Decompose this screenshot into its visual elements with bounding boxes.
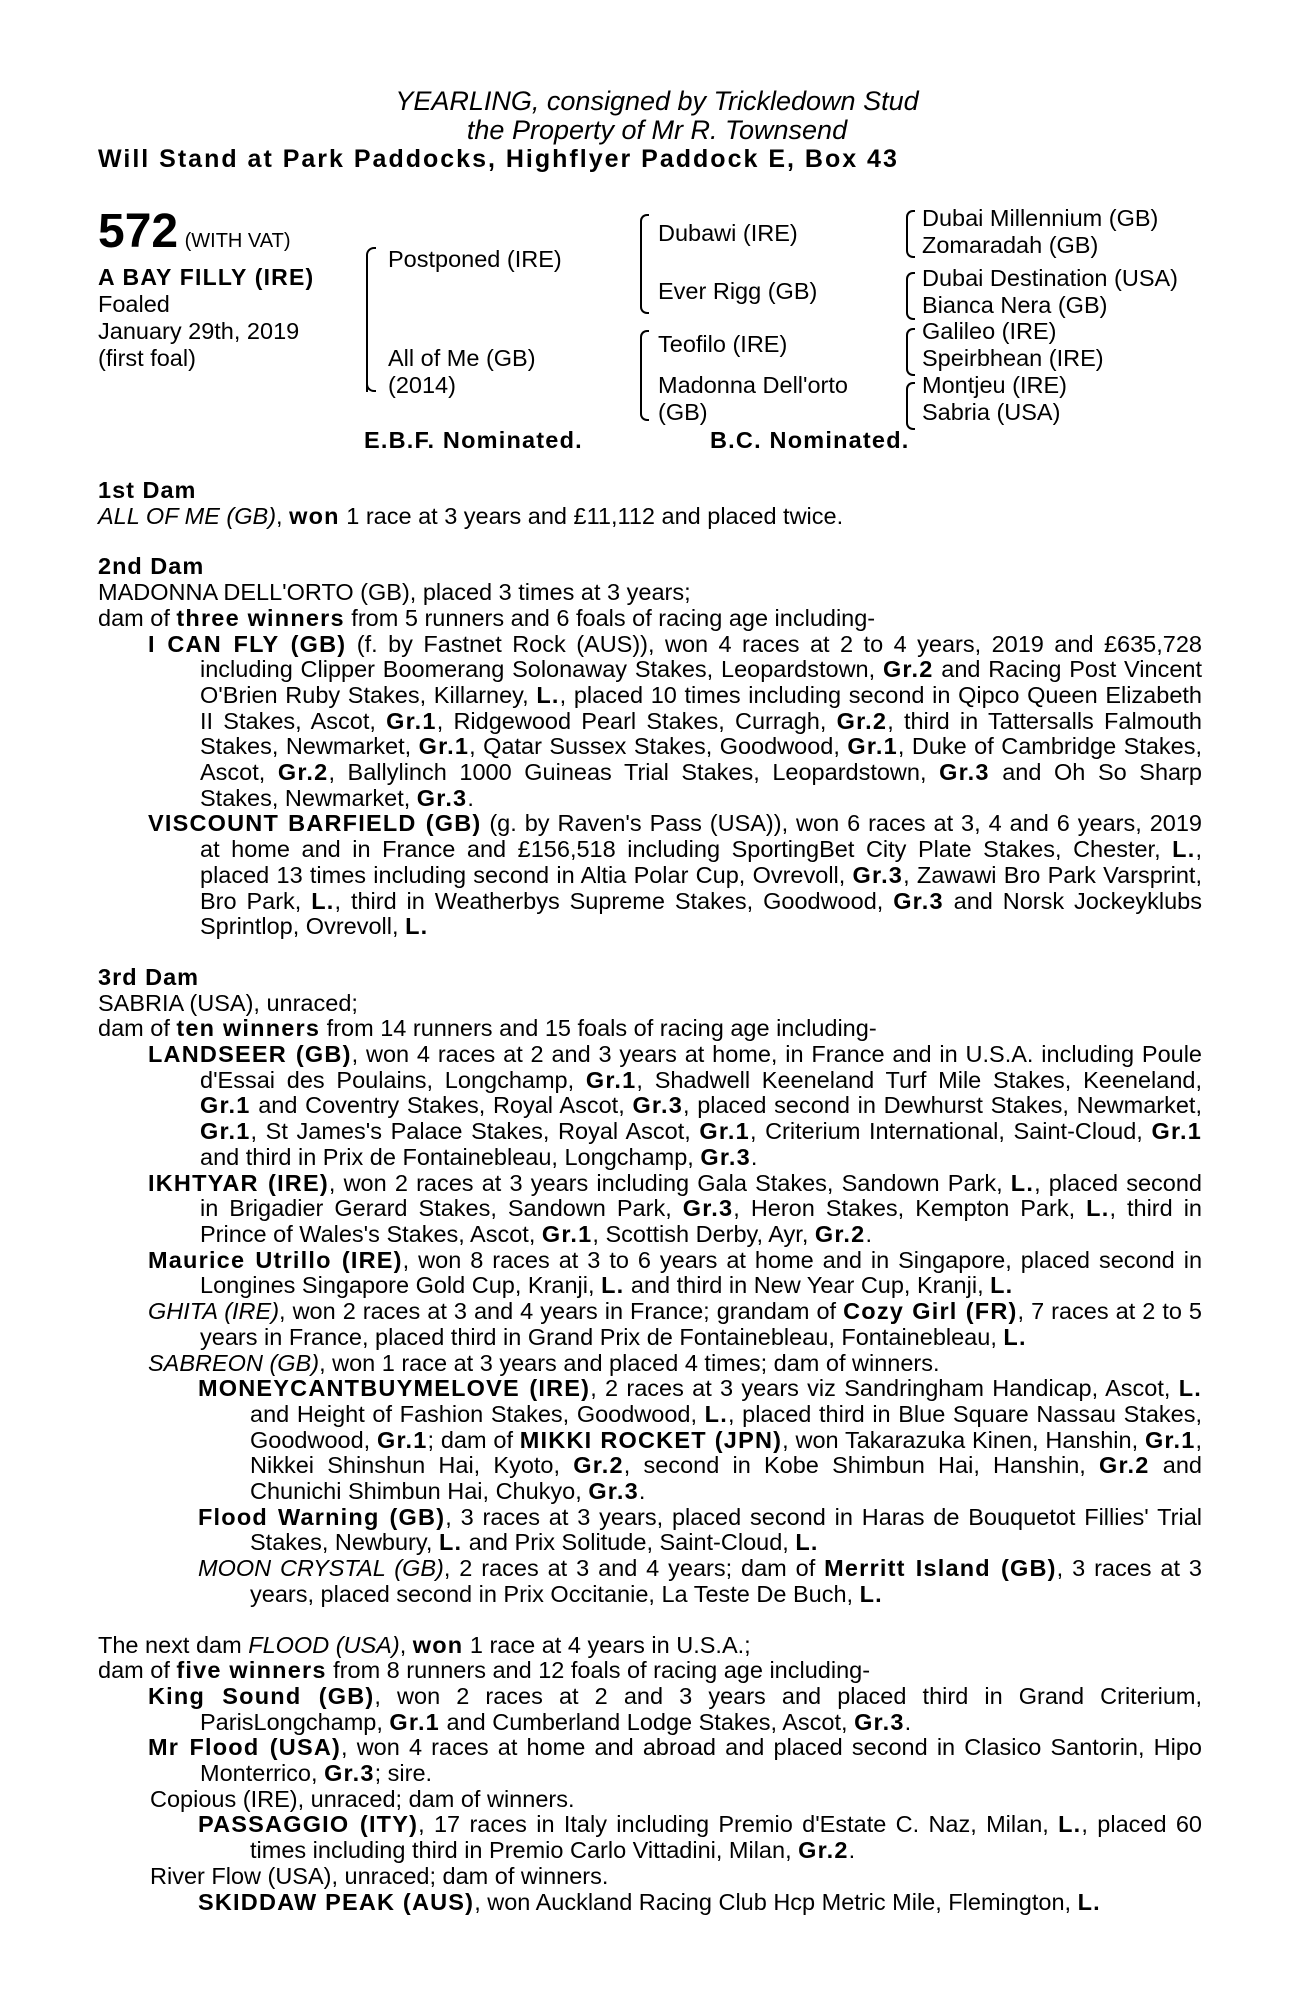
bc-nominated: B.C. Nominated. bbox=[710, 427, 910, 453]
first-dam-text: ALL OF ME (GB), won 1 race at 3 years and £11,112 and placed twice. bbox=[98, 502, 844, 529]
g-brace-3 bbox=[906, 328, 915, 376]
dam-dam-country: (GB) bbox=[658, 399, 708, 425]
next-dam-line2: dam of five winners from 8 runners and 12 foals of racing age including- bbox=[98, 1657, 871, 1684]
dam-year: (2014) bbox=[388, 372, 456, 398]
lot-number bbox=[98, 204, 291, 259]
second-dam-section bbox=[98, 554, 1202, 940]
dam-name: All of Me (GB) bbox=[388, 345, 536, 371]
next-dam-section bbox=[98, 1633, 1202, 1916]
progeny-entry: LANDSEER (GB), won 4 races at 2 and 3 years at home, in France and in U.S.A. including Poule d'Essai des Poulains, Longchamp, Gr.1, Shadwell Keeneland Turf Mile Stakes, Keeneland, Gr.1 and Coventry Stakes, Royal Ascot, Gr.3, placed second in Dewhurst Stakes, Newmarket, Gr.1, St James's Palace Stakes, Royal Ascot, Gr.1, Criterium International, Saint-Cloud, Gr.1 and third in Prix de Fontainebleau, Longchamp, Gr.3. bbox=[148, 1041, 1202, 1170]
catalogue-body bbox=[98, 478, 1202, 1915]
gsire-1: Dubai Millennium (GB) bbox=[922, 205, 1159, 231]
foaled-label: Foaled bbox=[98, 291, 170, 317]
gsire-4: Montjeu (IRE) bbox=[922, 372, 1067, 398]
second-dam-line1: MADONNA DELL'ORTO (GB), placed 3 times at 3 years; bbox=[98, 579, 691, 606]
vat-note: (WITH VAT) bbox=[184, 230, 291, 252]
grand-progeny-entry: PASSAGGIO (ITY), 17 races in Italy including Premio d'Estate C. Naz, Milan, L., placed 60 times including third in Premio Carlo Vittadini, Milan, Gr.2. bbox=[198, 1811, 1202, 1864]
third-dam-line2: dam of ten winners from 14 runners and 15 foals of racing age including- bbox=[98, 1015, 877, 1042]
dam-sire: Teofilo (IRE) bbox=[658, 331, 788, 357]
second-dam-line2: dam of three winners from 5 runners and 6 foals of racing age including- bbox=[98, 604, 876, 631]
header-property: the Property of Mr R. Townsend bbox=[466, 115, 848, 145]
g-brace-2 bbox=[906, 272, 915, 320]
pedigree-brace-main-bottom bbox=[366, 330, 376, 392]
sire-brace bbox=[640, 214, 649, 314]
progeny-entry: IKHTYAR (IRE), won 2 races at 3 years including Gala Stakes, Sandown Park, L., placed second in Brigadier Gerard Stakes, Sandown Park, Gr.3, Heron Stakes, Kempton Park, L., third in Prince of Wales's Stakes, Ascot, Gr.1, Scottish Derby, Ayr, Gr.2. bbox=[148, 1169, 1202, 1247]
progeny-entry: SABREON (GB), won 1 race at 3 years and placed 4 times; dam of winners. bbox=[148, 1349, 940, 1376]
progeny-entry: River Flow (USA), unraced; dam of winners. bbox=[150, 1862, 609, 1889]
third-dam-heading: 3rd Dam bbox=[98, 963, 200, 990]
ebf-nominated: E.B.F. Nominated. bbox=[364, 427, 583, 453]
third-dam-section bbox=[98, 965, 1202, 1608]
grand-progeny-entry: Flood Warning (GB), 3 races at 3 years, placed second in Haras de Bouquetot Fillies' Trial Stakes, Newbury, L. and Prix Solitude, Saint-Cloud, L. bbox=[198, 1503, 1202, 1556]
gdam-1: Zomaradah (GB) bbox=[922, 232, 1099, 258]
sire-name: Postponed (IRE) bbox=[388, 246, 562, 272]
lot-number-value: 572 bbox=[98, 205, 179, 258]
gdam-4: Sabria (USA) bbox=[922, 399, 1061, 425]
first-dam-heading: 1st Dam bbox=[98, 477, 197, 503]
progeny-entry: GHITA (IRE), won 2 races at 3 and 4 years in France; grandam of Cozy Girl (FR), 7 races at 2 to 5 years in France, placed third in Grand Prix de Fontainebleau, Fontainebleau, L. bbox=[148, 1298, 1203, 1350]
second-dam-heading: 2nd Dam bbox=[98, 553, 205, 580]
grand-progeny-entry: MOON CRYSTAL (GB), 2 races at 3 and 4 years; dam of Merritt Island (GB), 3 races at 3 years, placed second in Prix Occitanie, La Teste De Buch, L. bbox=[198, 1555, 1202, 1607]
gsire-2: Dubai Destination (USA) bbox=[922, 265, 1178, 291]
next-dam-line1: The next dam FLOOD (USA), won 1 race at 4 years in U.S.A.; bbox=[98, 1631, 751, 1658]
first-foal-note: (first foal) bbox=[98, 345, 196, 371]
sire-dam: Ever Rigg (GB) bbox=[658, 278, 818, 304]
horse-name: A BAY FILLY (IRE) bbox=[98, 264, 315, 290]
progeny-entry: Maurice Utrillo (IRE), won 8 races at 3 to 6 years at home and in Singapore, placed second in Longines Singapore Gold Cup, Kranji, L. and third in New Year Cup, Kranji, L. bbox=[148, 1246, 1203, 1299]
third-dam-line1: SABRIA (USA), unraced; bbox=[98, 989, 358, 1016]
progeny-entry: King Sound (GB), won 2 races at 2 and 3 years and placed third in Grand Criterium, ParisLongchamp, Gr.1 and Cumberland Lodge Stakes, Ascot, Gr.3. bbox=[148, 1682, 1202, 1735]
gdam-2: Bianca Nera (GB) bbox=[922, 292, 1108, 318]
gdam-3: Speirbhean (IRE) bbox=[922, 345, 1104, 371]
progeny-entry: I CAN FLY (GB) (f. by Fastnet Rock (AUS)), won 4 races at 2 to 4 years, 2019 and £635,728 including Clipper Boomerang Solonaway Stakes, Leopardstown, Gr.2 and Racing Post Vincent O'Brien Ruby Stakes, Killarney, L., placed 10 times including second in Qipco Queen Elizabeth II Stakes, Ascot, Gr.1, Ridgewood Pearl Stakes, Curragh, Gr.2, third in Tattersalls Falmouth Stakes, Newmarket, Gr.1, Qatar Sussex Stakes, Goodwood, Gr.1, Duke of Cambridge Stakes, Ascot, Gr.2, Ballylinch 1000 Guineas Trial Stakes, Leopardstown, Gr.3 and Oh So Sharp Stakes, Newmarket, Gr.3. bbox=[148, 630, 1202, 811]
header-location: Will Stand at Park Paddocks, Highflyer Paddock E, Box 43 bbox=[98, 145, 899, 173]
first-dam-section bbox=[98, 478, 1202, 529]
sire-sire: Dubawi (IRE) bbox=[658, 220, 798, 246]
header-consignor: YEARLING, consigned by Trickledown Stud bbox=[395, 86, 919, 116]
progeny-entry: VISCOUNT BARFIELD (GB) (g. by Raven's Pass (USA)), won 6 races at 3, 4 and 6 years, 2019 at home and in France and £156,518 including SportingBet City Plate Stakes, Chester, L., placed 13 times including second in Altia Polar Cup, Ovrevoll, Gr.3, Zawawi Bro Park Varsprint, Bro Park, L., third in Weatherbys Supreme Stakes, Goodwood, Gr.3 and Norsk Jockeyklubs Sprintlop, Ovrevoll, L. bbox=[148, 810, 1202, 940]
gsire-3: Galileo (IRE) bbox=[922, 318, 1057, 344]
foaled-date: January 29th, 2019 bbox=[98, 318, 300, 344]
grand-progeny-entry: SKIDDAW PEAK (AUS), won Auckland Racing Club Hcp Metric Mile, Flemington, L. bbox=[198, 1888, 1101, 1915]
grand-progeny-entry: MONEYCANTBUYMELOVE (IRE), 2 races at 3 years viz Sandringham Handicap, Ascot, L. and Height of Fashion Stakes, Goodwood, L., placed third in Blue Square Nassau Stakes, Goodwood, Gr.1; dam of MIKKI ROCKET (JPN), won Takarazuka Kinen, Hanshin, Gr.1, Nikkei Shinshun Hai, Kyoto, Gr.2, second in Kobe Shimbun Hai, Hanshin, Gr.2 and Chunichi Shimbun Hai, Chukyo, Gr.3. bbox=[198, 1375, 1202, 1505]
progeny-entry: Mr Flood (USA), won 4 races at home and abroad and placed second in Clasico Santorin, Hipo Monterrico, Gr.3; sire. bbox=[148, 1734, 1202, 1787]
dam-dam: Madonna Dell'orto bbox=[658, 372, 848, 398]
progeny-entry: Copious (IRE), unraced; dam of winners. bbox=[150, 1785, 575, 1812]
dam-brace bbox=[640, 330, 649, 421]
g-brace-4 bbox=[906, 382, 915, 430]
g-brace-1 bbox=[906, 210, 915, 258]
